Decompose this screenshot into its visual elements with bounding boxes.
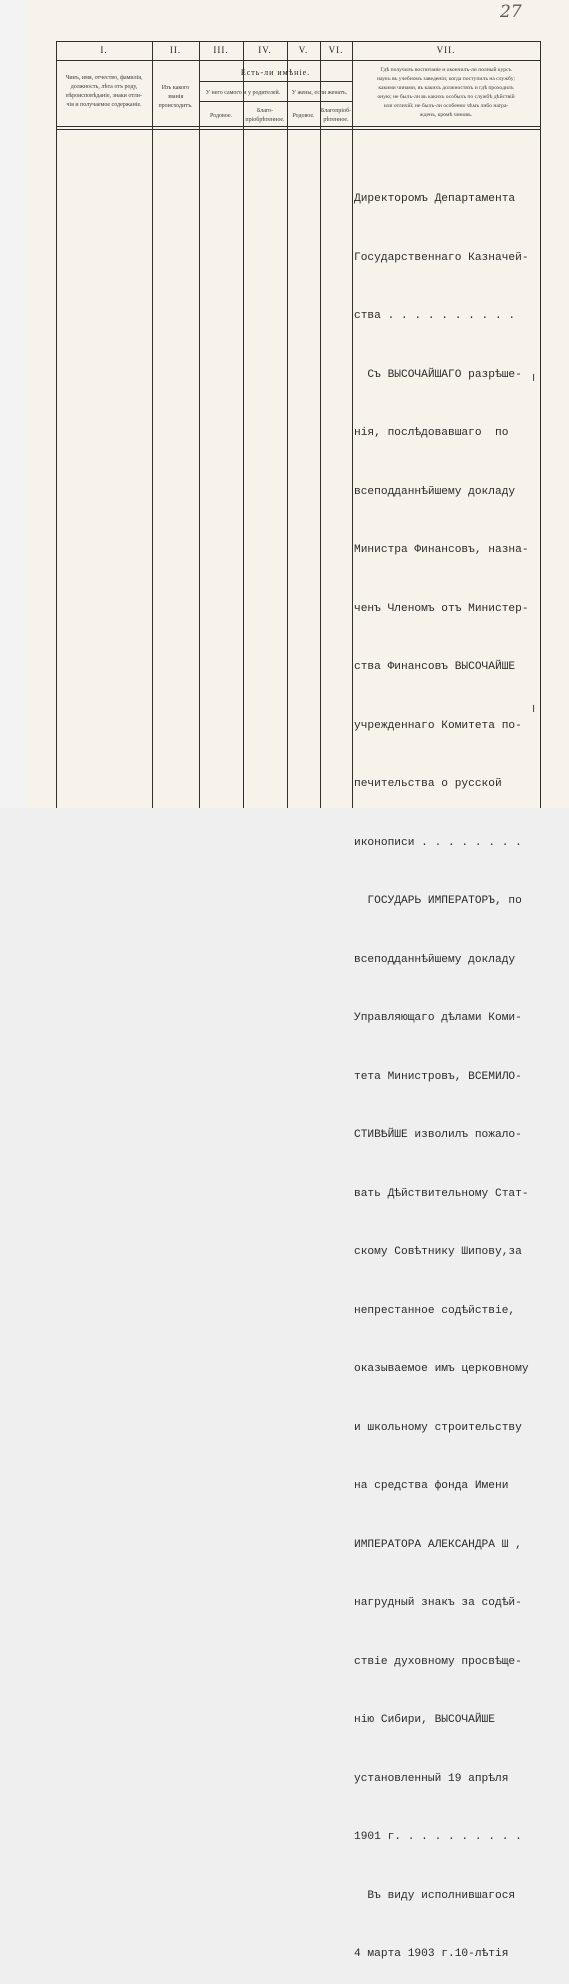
- col1-header-line: Чинъ, имя, отчество, фамилія,: [65, 75, 143, 81]
- header-bottom-rule: [56, 129, 541, 130]
- col-numeral-1: I.: [100, 45, 108, 55]
- col-rule-3: [243, 41, 244, 808]
- estate-title-rule: [199, 81, 352, 82]
- text-line: нагрудный знакъ за содѣй-: [354, 1597, 522, 1609]
- col-rule-2: [199, 41, 200, 808]
- text-line: всеподданнѣйшему докладу: [354, 485, 516, 498]
- text-line: Министра Финансовъ, назна-: [354, 544, 529, 556]
- col5-header: Родовое.: [292, 113, 315, 119]
- text-line: тета Министровъ, ВСЕМИЛО-: [354, 1070, 522, 1083]
- col7-header: [353, 66, 539, 120]
- text-line: иконописи . . . . . . . .: [354, 836, 522, 849]
- col7-header-line: оную; не былъ-ли въ какихъ особыхъ по службѣ дѣйствій: [377, 94, 515, 100]
- service-record-text: [354, 151, 529, 1984]
- col4-header-line: Благо-: [256, 108, 274, 114]
- col7-header-line: наукъ въ учебномъ заведеніи; когда поступилъ на службу;: [377, 76, 515, 82]
- text-line: Управляющаго дѣлами Коми-: [354, 1012, 522, 1024]
- col-rule-4: [287, 41, 288, 808]
- page-margin-shadow: [0, 0, 28, 808]
- col-numeral-4: IV.: [258, 45, 272, 55]
- estate-title: Есть-ли имѣніе.: [240, 68, 311, 77]
- col4-header: [243, 107, 287, 125]
- col1-header-line: должность, лѣта отъ роду,: [70, 84, 138, 90]
- text-line: Съ ВЫСОЧАЙШАГО разрѣше-: [354, 368, 522, 381]
- col2-header-line: Изъ какого: [161, 85, 190, 91]
- text-line: скому Совѣтнику Шипову,за: [354, 1246, 522, 1258]
- text-line: СТИВѢЙШЕ изволилъ пожало-: [354, 1129, 522, 1141]
- text-line: ства . . . . . . . . . .: [354, 310, 516, 322]
- col-rule-6: [352, 41, 353, 808]
- col-rule-0: [56, 41, 57, 808]
- text-line: печительства о русской: [354, 778, 502, 790]
- header-double-rule: [56, 126, 541, 127]
- col-rule-7: [540, 41, 541, 808]
- roman-row-rule: [56, 60, 541, 61]
- col6-header: [320, 107, 352, 125]
- text-line: ИМПЕРАТОРА АЛЕКСАНДРА Ш ,: [354, 1538, 522, 1551]
- col7-header-line: Гдѣ получилъ воспитаніе и окончилъ-ли полный курсъ: [380, 67, 512, 73]
- text-line: Государственнаго Казначей-: [354, 251, 529, 264]
- text-line: 4 марта 1903 г.10-лѣтія: [354, 1948, 509, 1960]
- text-line: 1901 г. . . . . . . . . .: [354, 1831, 522, 1843]
- text-line: и школьному строительству: [354, 1421, 522, 1434]
- col4-header-line: пріобрѣтенное.: [245, 117, 285, 123]
- text-line: непрестанное содѣйствіе,: [354, 1304, 516, 1317]
- col-numeral-7: VII.: [436, 45, 456, 55]
- text-line: вать Дѣйствительному Стат-: [354, 1187, 529, 1200]
- text-line: нія, послѣдовавшаго по: [354, 427, 509, 439]
- col-numeral-2: II.: [169, 45, 182, 55]
- col2-header: [153, 84, 198, 111]
- col-numeral-3: III.: [213, 45, 229, 55]
- text-line: ГОСУДАРЬ ИМПЕРАТОРЪ, по: [354, 895, 522, 907]
- margin-tick-mark: ╷: [530, 698, 538, 712]
- col-rule-5: [320, 41, 321, 808]
- col2-header-line: званія: [167, 94, 184, 100]
- estate-sub-rule: [199, 101, 352, 102]
- header-top-rule: [56, 41, 541, 42]
- col1-header-line: вѣроисповѣданіе, знаки отли-: [66, 93, 142, 99]
- margin-tick-mark: ╷: [530, 367, 538, 381]
- text-line: на средства фонда Имени: [354, 1480, 509, 1492]
- col3-header: Родовое.: [209, 113, 233, 119]
- text-line: Директоромъ Департамента: [354, 193, 516, 205]
- text-line: установленный 19 апрѣля: [354, 1772, 509, 1785]
- estate-own-parents: У него самого и у родителей.: [205, 90, 281, 96]
- text-line: учрежденнаго Комитета по-: [354, 719, 522, 732]
- text-line: ченъ Членомъ отъ Министер-: [354, 602, 529, 615]
- col6-header-line: Благопріоб-: [320, 108, 352, 114]
- col7-header-line: какими чинами, въ какихъ должностяхъ и гдѣ проходилъ: [378, 85, 514, 91]
- text-line: ства Финансовъ ВЫСОЧАЙШЕ: [354, 661, 516, 673]
- col7-header-line: или отличій; не былъ-ли особенно чѣмъ либо награ-: [383, 103, 509, 109]
- estate-wife: У жены, если женатъ.: [291, 90, 348, 96]
- text-line: нію Сибири, ВЫСОЧАЙШЕ: [354, 1714, 495, 1726]
- col2-header-line: происходитъ.: [158, 103, 193, 109]
- col-numeral-5: V.: [298, 45, 309, 55]
- col7-header-line: жденъ, кромѣ чиновъ.: [419, 112, 473, 118]
- col-numeral-6: VI.: [328, 45, 344, 55]
- page-number: 27: [500, 2, 522, 22]
- col1-header-line: чія и получаемое содержаніе.: [66, 102, 142, 108]
- col-rule-1: [152, 41, 153, 808]
- text-line: Въ виду исполнившагося: [354, 1889, 516, 1902]
- text-line: оказываемое имъ церковному: [354, 1363, 529, 1375]
- text-line: всеподданнѣйшему докладу: [354, 953, 516, 966]
- text-line: ствіе духовному просвѣще-: [354, 1655, 522, 1668]
- col6-header-line: рѣтенное.: [323, 117, 349, 123]
- col1-header: [57, 74, 151, 110]
